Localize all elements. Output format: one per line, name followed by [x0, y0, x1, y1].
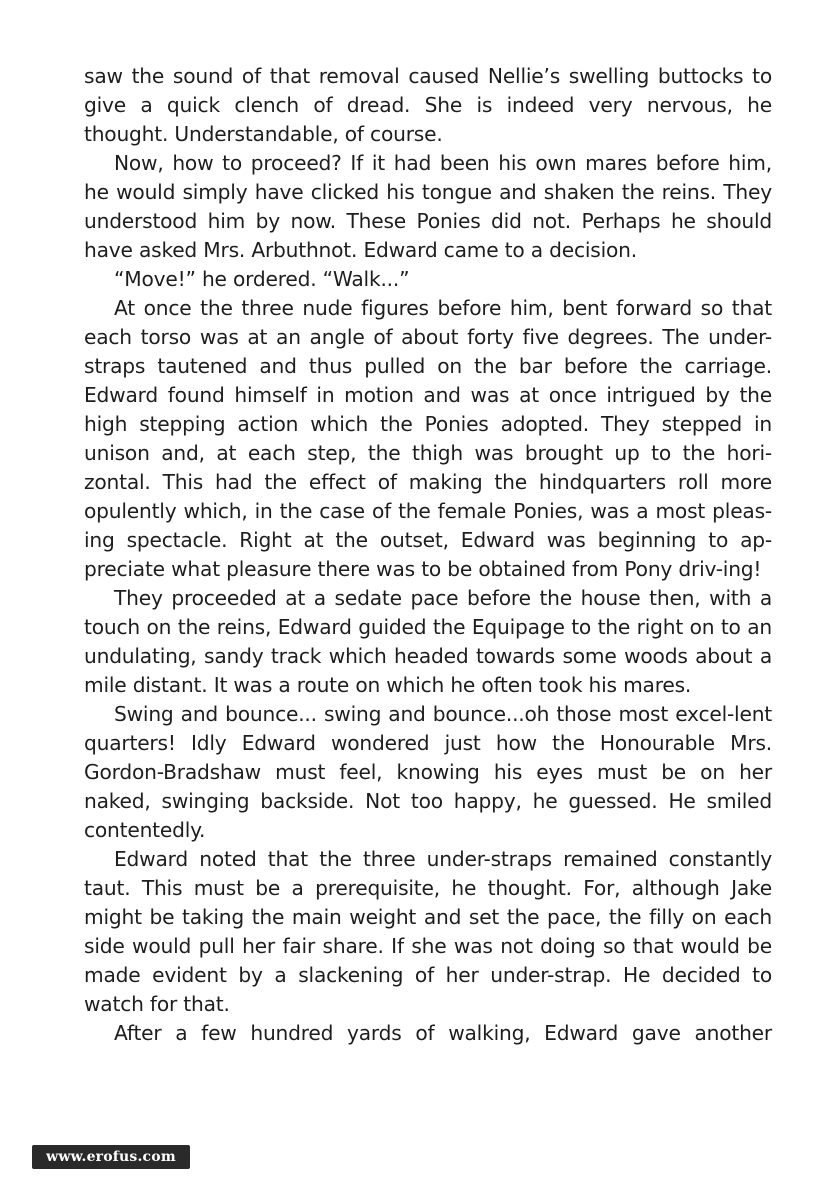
paragraph-2: Now, how to proceed? If it had been his own mares before him, he would simply have clicked his tongue and shaken the reins. They understood him by now. These Ponies did not. Perhaps he should have asked Mrs. Arbuthnot. Edward came to a decision.	[84, 151, 772, 262]
paragraph-8: After a few hundred yards of walking, Edward gave another	[114, 1021, 772, 1045]
book-page-text	[84, 62, 772, 1048]
paragraph-3: “Move!” he ordered. “Walk...”	[114, 267, 410, 291]
paragraph-1: saw the sound of that removal caused Nellie’s swelling buttocks to give a quick clench of dread. She is indeed very nervous, he thought. Understandable, of course.	[84, 64, 772, 146]
paragraph-7: Edward noted that the three under-straps remained constantly taut. This must be a prerequisite, he thought. For, although Jake might be taking the main weight and set the pace, the filly on each side would pull her fair share. If she was not doing so that would be made evident by a slackening of her under-strap. He decided to watch for that.	[84, 847, 772, 1016]
paragraph-5: They proceeded at a sedate pace before the house then, with a touch on the reins, Edward guided the Equipage to the right on to an undulating, sandy track which headed towards some woods about a mile distant. It was a route on which he often took his mares.	[84, 586, 772, 697]
paragraph-6: Swing and bounce... swing and bounce...oh those most excel-lent quarters! Idly Edward wondered just how the Honourable Mrs. Gordon-Bradshaw must feel, knowing his eyes must be on her naked, swinging backside. Not too happy, he guessed. He smiled contentedly.	[84, 702, 772, 842]
paragraph-4: At once the three nude figures before him, bent forward so that each torso was at an angle of about forty five degrees. The under-straps tautened and thus pulled on the bar before the carriage. Edward found himself in motion and was at once intrigued by the high stepping action which the Ponies adopted. They stepped in unison and, at each step, the thigh was brought up to the hori-zontal. This had the effect of making the hindquarters roll more opulently which, in the case of the female Ponies, was a most pleas-ing spectacle. Right at the outset, Edward was beginning to ap-preciate what pleasure there was to be obtained from Pony driv-ing!	[84, 296, 772, 581]
watermark-text: www.erofus.com	[46, 1149, 176, 1165]
watermark-logo	[32, 1145, 190, 1169]
